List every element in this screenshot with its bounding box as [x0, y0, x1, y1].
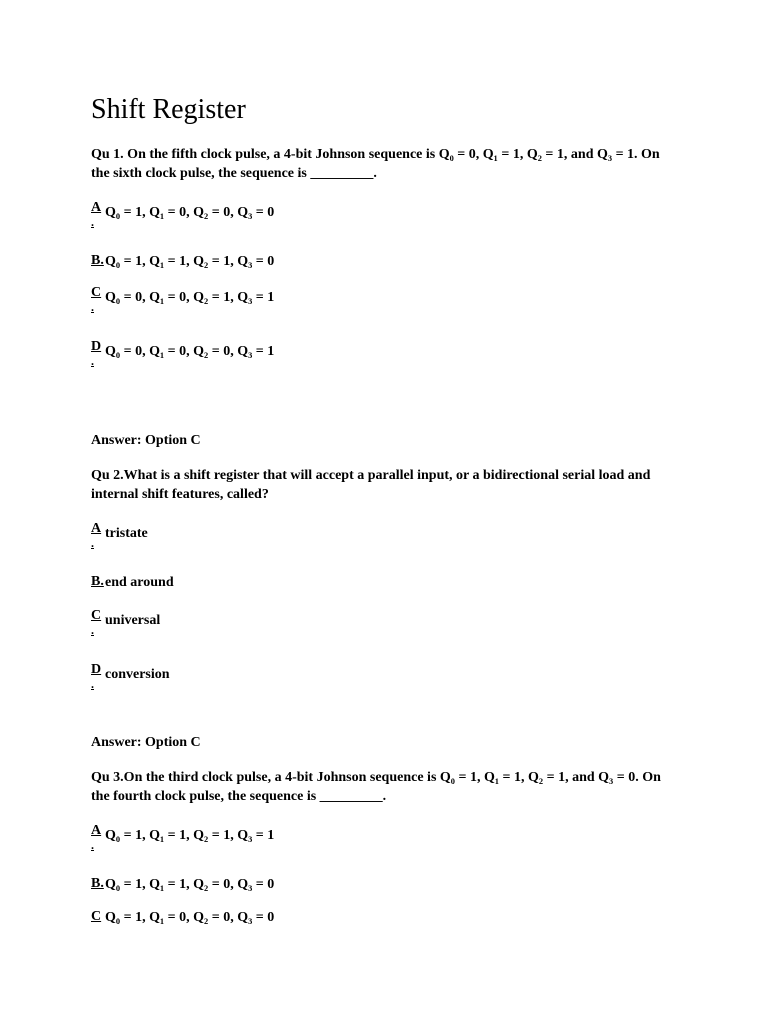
option-text: conversion: [105, 667, 170, 682]
question-3-text: Qu 3.On the third clock pulse, a 4-bit Johnson sequence is Q₀ = 1, Q₁ = 1, Q₂ = 1, and Q₃ = 0. On the fourth clock pulse, the sequence is _________.: [91, 770, 661, 804]
option-text: Q₀ = 0, Q₁ = 0, Q₂ = 1, Q₃ = 1: [105, 290, 275, 305]
option-letter: D: [91, 662, 102, 677]
option-letter: A: [91, 521, 102, 536]
option-text: Q₀ = 1, Q₁ = 0, Q₂ = 0, Q₃ = 0: [105, 205, 275, 220]
option-separator: .: [91, 623, 94, 637]
option-separator: .: [91, 215, 94, 229]
page-title: Shift Register: [91, 94, 246, 125]
option-letter: C: [91, 285, 102, 300]
option-text: universal: [105, 613, 161, 628]
option-letter: B.: [91, 574, 104, 589]
option-separator: .: [91, 838, 94, 852]
option-text: Q₀ = 0, Q₁ = 0, Q₂ = 0, Q₃ = 1: [105, 344, 275, 359]
option-separator: .: [91, 300, 94, 314]
q2-answer: Answer: Option C: [91, 735, 201, 750]
option-letter: B.: [91, 253, 104, 268]
option-text: tristate: [105, 526, 148, 541]
option-letter: C: [91, 909, 102, 924]
question-2-text: Qu 2.What is a shift register that will accept a parallel input, or a bidirectional serial load and internal shift features, called?: [91, 468, 651, 502]
q1-answer: Answer: Option C: [91, 433, 201, 448]
option-letter: C: [91, 608, 102, 623]
option-letter: A: [91, 823, 102, 838]
option-text: Q₀ = 1, Q₁ = 1, Q₂ = 1, Q₃ = 0: [105, 254, 275, 269]
option-text: end around: [105, 575, 174, 590]
option-letter: D: [91, 339, 102, 354]
option-separator: .: [91, 536, 94, 550]
option-letter: A: [91, 200, 102, 215]
question-1-text: Qu 1. On the fifth clock pulse, a 4-bit Johnson sequence is Q₀ = 0, Q₁ = 1, Q₂ = 1, and Q₃ = 1. On the sixth clock pulse, the sequence is _________.: [91, 147, 660, 181]
option-text: Q₀ = 1, Q₁ = 0, Q₂ = 0, Q₃ = 0: [105, 910, 275, 925]
option-text: Q₀ = 1, Q₁ = 1, Q₂ = 1, Q₃ = 1: [105, 828, 275, 843]
option-separator: .: [91, 677, 94, 691]
option-text: Q₀ = 1, Q₁ = 1, Q₂ = 0, Q₃ = 0: [105, 877, 275, 892]
option-letter: B.: [91, 876, 104, 891]
option-separator: .: [91, 354, 94, 368]
